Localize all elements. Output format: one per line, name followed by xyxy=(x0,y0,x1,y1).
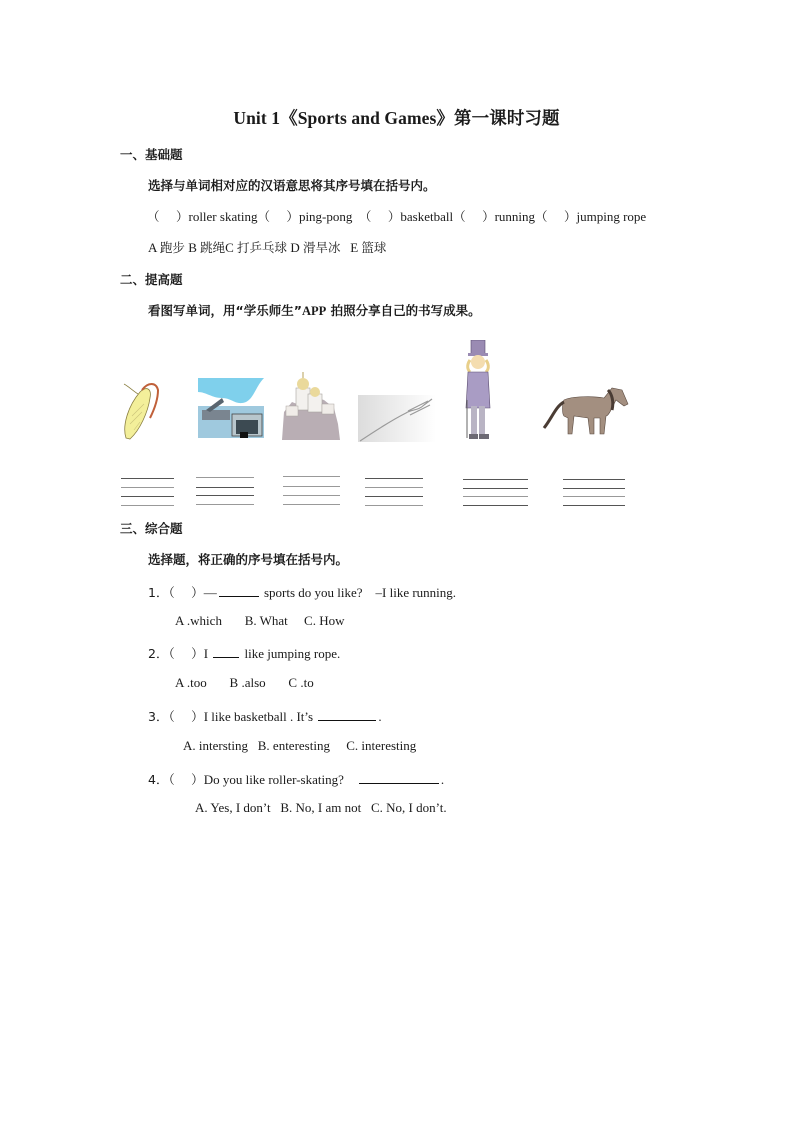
question-4-options xyxy=(195,800,447,816)
question-1-options xyxy=(175,613,345,629)
option-a[interactable]: A. Yes, I don’t xyxy=(195,800,271,815)
section3-instruction: 选择题，将正确的序号填在括号内。 xyxy=(148,552,349,567)
option-c[interactable]: C. interesting xyxy=(346,738,417,753)
answer-paren[interactable]: （ ） xyxy=(358,209,401,224)
section3-heading: 三、综合题 xyxy=(120,521,183,536)
section1-heading: 一、基础题 xyxy=(120,147,183,162)
option-c[interactable]: C. How xyxy=(304,613,345,628)
writing-lines-horse[interactable] xyxy=(563,479,625,508)
option-b[interactable]: B. No, I am not xyxy=(280,800,362,815)
option-letter: D xyxy=(290,240,300,255)
option-text: 跳绳 xyxy=(200,240,226,255)
item-roller-skating xyxy=(147,207,257,225)
answer-paren[interactable]: （ ） xyxy=(453,209,495,224)
writing-lines-man[interactable] xyxy=(463,479,528,508)
gentleman-picture-icon xyxy=(462,340,496,442)
writing-lines-corn[interactable] xyxy=(121,478,174,508)
answer-paren[interactable]: （ ） xyxy=(147,209,189,224)
option-letter: A xyxy=(148,240,157,255)
section1-items-row xyxy=(147,207,646,225)
question-text: — xyxy=(203,585,217,600)
item-basketball xyxy=(359,207,453,225)
question-4 xyxy=(148,769,444,788)
answer-blank[interactable] xyxy=(318,719,376,721)
item-running xyxy=(453,207,535,225)
option-c[interactable]: C .to xyxy=(288,675,314,690)
question-text: like jumping rope. xyxy=(241,646,341,661)
item-jumping-rope xyxy=(535,207,646,225)
option-text: 打乒乓球 xyxy=(237,240,288,255)
option-a[interactable]: A. intersting xyxy=(183,738,248,753)
instruction-text: 看图写单词，用“学乐师生” xyxy=(148,303,302,318)
question-text: . xyxy=(378,709,382,724)
answer-blank[interactable] xyxy=(359,782,439,784)
option-b[interactable]: B .also xyxy=(229,675,266,690)
question-text: Do you like roller-skating? xyxy=(203,772,357,787)
item-word: running xyxy=(494,209,536,224)
option-letter: C xyxy=(225,240,234,255)
fork-picture-icon xyxy=(358,395,436,442)
bridge-picture-icon xyxy=(196,376,266,442)
writing-lines-fork[interactable] xyxy=(365,478,423,508)
item-ping-pong xyxy=(257,207,352,225)
option-b[interactable]: B. enteresting xyxy=(257,738,330,753)
section1-instruction: 选择与单词相对应的汉语意思将其序号填在括号内。 xyxy=(148,178,436,193)
option-text: 跑步 xyxy=(159,240,185,255)
answer-paren[interactable]: （ ） xyxy=(535,209,577,224)
option-c[interactable]: C. No, I don’t. xyxy=(371,800,447,815)
item-word: basketball xyxy=(400,209,454,224)
answer-blank[interactable] xyxy=(213,656,239,658)
item-word: roller skating xyxy=(188,209,258,224)
question-number[interactable]: 1．（ ） xyxy=(148,585,204,600)
writing-lines-bridge[interactable] xyxy=(196,477,254,507)
corn-picture-icon xyxy=(118,376,164,442)
question-2 xyxy=(148,644,340,662)
option-letter: B xyxy=(188,240,197,255)
question-text: I xyxy=(203,646,212,661)
item-word: ping-pong xyxy=(298,209,353,224)
option-text: 篮球 xyxy=(361,240,387,255)
writing-lines-castle[interactable] xyxy=(283,476,340,507)
castle-picture-icon xyxy=(280,366,342,442)
question-3-options xyxy=(183,738,416,754)
app-name: APP xyxy=(301,304,327,318)
page-title: Unit 1《Sports and Games》第一课时习题 xyxy=(233,108,560,128)
answer-paren[interactable]: （ ） xyxy=(257,209,299,224)
question-number[interactable]: 3．（ ） xyxy=(148,709,204,724)
instruction-text: 拍照分享自己的书写成果。 xyxy=(326,303,481,318)
question-text: sports do you like? –I like running. xyxy=(260,585,457,600)
option-a[interactable]: A .too xyxy=(175,675,207,690)
section2-instruction xyxy=(148,301,481,319)
horse-picture-icon xyxy=(542,382,630,440)
item-word: jumping rope xyxy=(576,209,647,224)
question-text: I like basketball . It’s xyxy=(203,709,317,724)
question-2-options xyxy=(175,675,314,691)
option-letter: E xyxy=(350,240,359,255)
question-1 xyxy=(148,582,456,601)
option-a[interactable]: A .which xyxy=(175,613,222,628)
option-text: 滑旱冰 xyxy=(302,240,341,255)
section1-options-row xyxy=(148,238,386,256)
question-3 xyxy=(148,707,382,725)
question-text: . xyxy=(440,772,445,787)
question-number[interactable]: 2．（ ） xyxy=(148,646,204,661)
answer-blank[interactable] xyxy=(219,595,259,597)
section2-heading: 二、提高题 xyxy=(120,272,183,287)
option-b[interactable]: B. What xyxy=(244,613,288,628)
question-number[interactable]: 4．（ ） xyxy=(148,772,204,787)
